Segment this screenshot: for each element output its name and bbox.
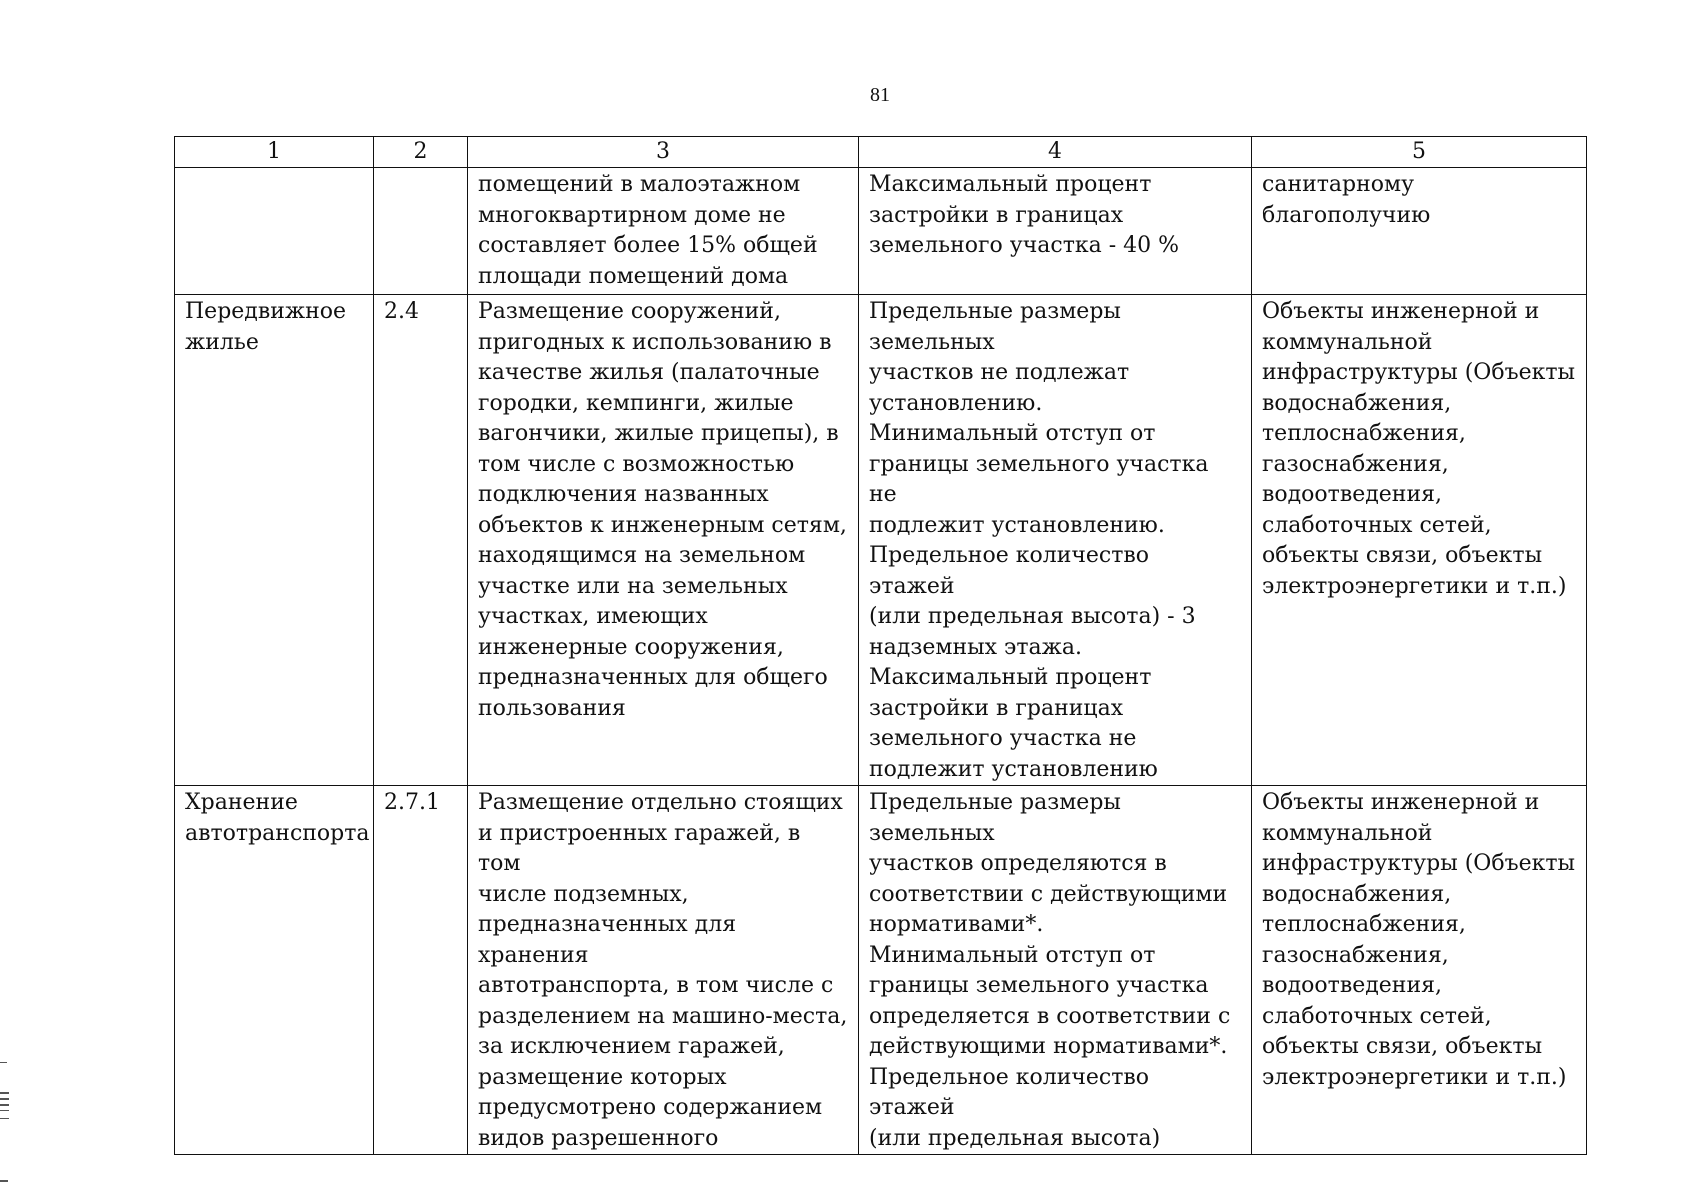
table-row <box>175 168 1587 295</box>
scan-edge-mark <box>0 1110 9 1111</box>
cell-parameters: Максимальный процент застройки в границах земельного участка - 40 % <box>859 168 1252 295</box>
cell-use-description: помещений в малоэтажном многоквартирном доме не составляет более 15% общей площади помещений дома <box>468 168 859 295</box>
zoning-table <box>174 136 1587 1155</box>
cell-use-code: 2.7.1 <box>374 786 468 1155</box>
cell-use-code <box>374 168 468 295</box>
scan-edge-mark <box>0 1118 9 1119</box>
cell-parameters: Предельные размеры земельных участков не подлежат установлению. Минимальный отступ от границы земельного участка не подлежит установлению. Предельное количество этажей (или предельная высота) - 3 надземных этажа. Максимальный процент застройки в границах земельного участка не подлежит установлению <box>859 295 1252 786</box>
page-number: 81 <box>870 84 890 106</box>
scan-edge-mark <box>0 1092 9 1094</box>
column-header-2: 2 <box>374 137 468 168</box>
scan-edge-mark <box>0 1104 9 1106</box>
column-header-5: 5 <box>1252 137 1587 168</box>
cell-use-description: Размещение сооружений, пригодных к использованию в качестве жилья (палаточные городки, кемпинги, жилые вагончики, жилые прицепы), в том числе с возможностью подключения названных объектов к инженерным сетям, находящимся на земельном участке или на земельных участках, имеющих инженерные сооружения, предназначенных для общего пользования <box>468 295 859 786</box>
column-header-1: 1 <box>175 137 374 168</box>
cell-restrictions: санитарному благополучию <box>1252 168 1587 295</box>
cell-use-code: 2.4 <box>374 295 468 786</box>
cell-use-name <box>175 168 374 295</box>
cell-restrictions: Объекты инженерной и коммунальной инфраструктуры (Объекты водоснабжения, теплоснабжения, газоснабжения, водоотведения, слаботочных сетей, объекты связи, объекты электроэнергетики и т.п.) <box>1252 786 1587 1155</box>
column-header-4: 4 <box>859 137 1252 168</box>
table-header-row <box>175 137 1587 168</box>
scan-edge-mark <box>0 1180 8 1182</box>
table-row <box>175 295 1587 786</box>
scan-edge-mark <box>0 1098 9 1100</box>
cell-use-name: Хранение автотранспорта <box>175 786 374 1155</box>
cell-use-description: Размещение отдельно стоящих и пристроенных гаражей, в том числе подземных, предназначенных для хранения автотранспорта, в том числе с разделением на машино-места, за исключением гаражей, размещение которых предусмотрено содержанием видов разрешенного <box>468 786 859 1155</box>
scan-edge-mark <box>0 1062 7 1063</box>
table-row <box>175 786 1587 1155</box>
cell-use-name: Передвижное жилье <box>175 295 374 786</box>
cell-parameters: Предельные размеры земельных участков определяются в соответствии с действующими нормативами*. Минимальный отступ от границы земельного участка определяется в соответствии с действующими нормативами*. Предельное количество этажей (или предельная высота) <box>859 786 1252 1155</box>
cell-restrictions: Объекты инженерной и коммунальной инфраструктуры (Объекты водоснабжения, теплоснабжения, газоснабжения, водоотведения, слаботочных сетей, объекты связи, объекты электроэнергетики и т.п.) <box>1252 295 1587 786</box>
column-header-3: 3 <box>468 137 859 168</box>
